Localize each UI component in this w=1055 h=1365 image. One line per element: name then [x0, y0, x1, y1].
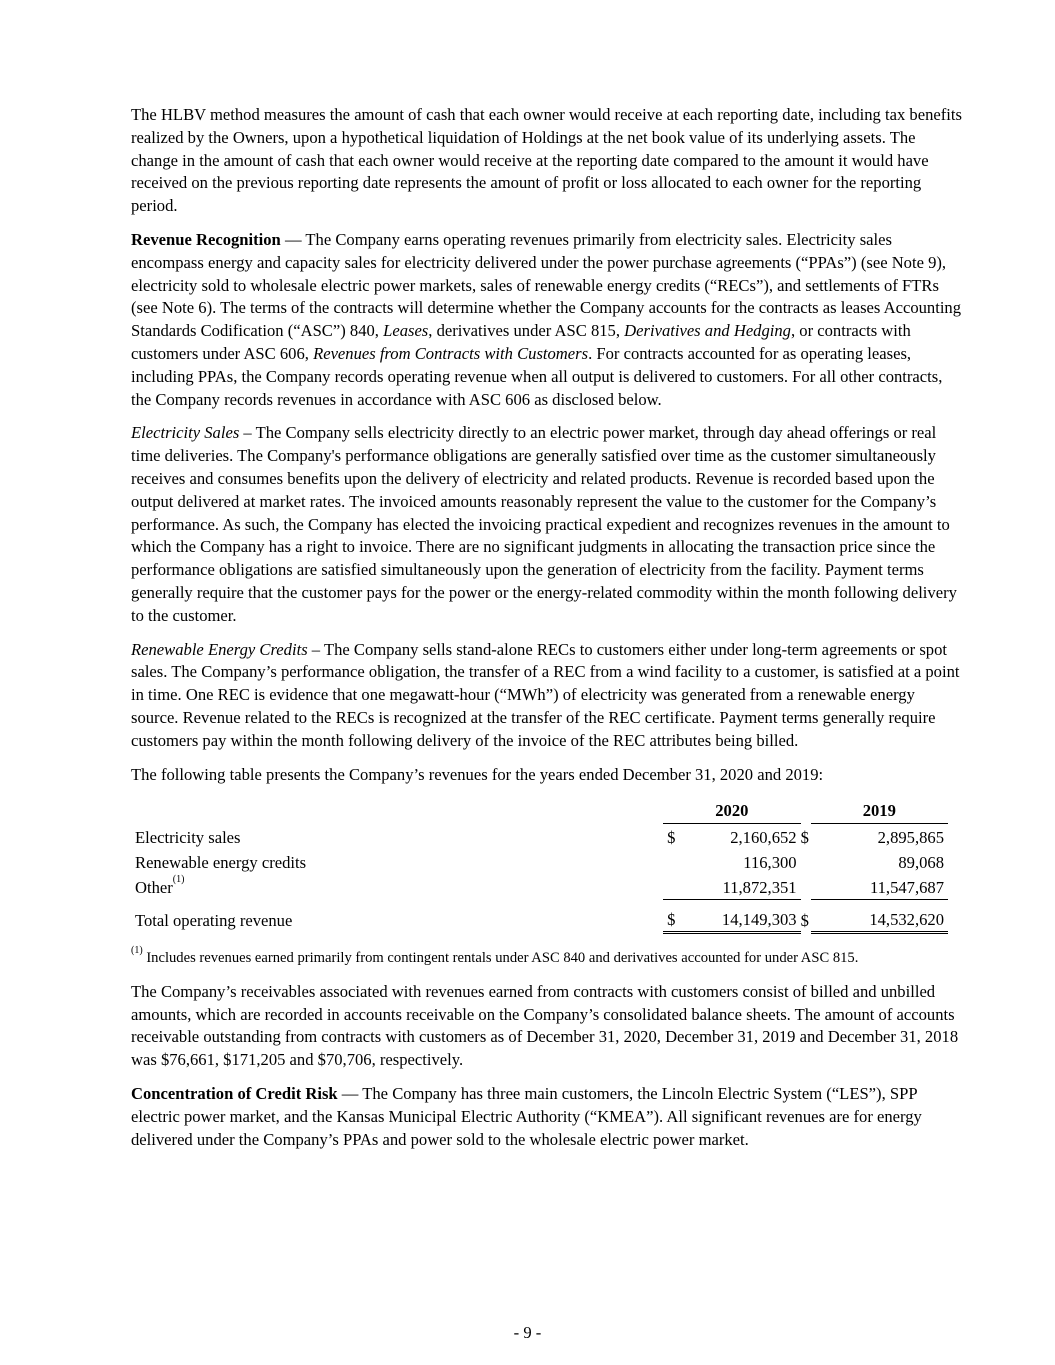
- recs-heading: Renewable Energy Credits: [131, 639, 308, 659]
- recs-paragraph: Renewable Energy Credits – The Company sells stand-alone RECs to customers either under long-term agreements or spot sales. The Company’s performance obligation, the transfer of a REC from a wind facility to a customer, is satisfied at a point in time. One REC is evidence that one megawatt-hour (“MWh”) of electricity was generated from a renewable energy source. Revenue related to the RECs is recognized at the transfer of the REC certificate. Payment terms generally require customers pay within the month following delivery of the invoice of the REC attributes being billed.: [131, 639, 960, 750]
- footnote-marker: (1): [172, 874, 185, 886]
- revenue-recognition-paragraph: Revenue Recognition — The Company earns operating revenues primarily from electricity sales. Electricity sales encompass energy and capacity sales for electricity delivered under the power purchase agreements (“PPAs”) (see Note 9), electricity sold to wholesale electric power markets, sales of renewable energy credits (“RECs”), and settlements of FTRs (see Note 6). The terms of the contracts will determine whether the Company accounts for the contracts as leases Accounting Standards Codification (“ASC”) 840, Leases, derivatives under ASC 815, Derivatives and Hedging, or contracts with customers under ASC 606, Revenues from Contracts with Customers. For contracts accounted for as operating leases, including PPAs, the Company records operating revenue when all output is delivered to customers. For all other contracts, the Company records revenues in accordance with ASC 606 as disclosed below.: [131, 229, 962, 409]
- table-total-row: Total operating revenue $ 14,149,303 $ 14,532,620: [133, 899, 948, 932]
- table-row: Other$^{(1)}$ 11,872,351 11,547,687: [133, 874, 948, 900]
- revenue-table: [133, 798, 948, 934]
- credit-risk-heading: Concentration of Credit Risk: [131, 1084, 338, 1103]
- credit-risk-paragraph: Concentration of Credit Risk — The Company has three main customers, the Lincoln Electric System (“LES”), SPP electric power market, and the Kansas Municipal Electric Authority (“KMEA”). All significant revenues are for energy delivered under the Company’s PPAs and power sold to the wholesale electric power market.: [131, 1084, 922, 1149]
- electricity-sales-heading: Electricity Sales: [131, 423, 240, 443]
- page-number: - 9 -: [513, 1323, 542, 1342]
- table-row: Electricity sales $ 2,160,652 $ 2,895,865: [135, 827, 944, 847]
- header-2019: 2019: [811, 798, 948, 823]
- table-header-row: [133, 798, 948, 823]
- table-row: Renewable energy credits 116,300 89,068: [135, 852, 944, 872]
- table-footnote: $^{(1)}$ Includes revenues earned primarily from contingent rentals under ASC 840 and derivatives accounted for under ASC 815.: [131, 944, 859, 966]
- table-intro: The following table presents the Company’s revenues for the years ended December 31, 2020 and 2019:: [131, 764, 824, 784]
- header-2020: 2020: [663, 798, 800, 823]
- document-body: [131, 104, 963, 1162]
- receivables-paragraph: The Company’s receivables associated with revenues earned from contracts with customers consist of billed and unbilled amounts, which are recorded in accounts receivable on the Company’s consolidated balance sheets. The amount of accounts receivable outstanding from contracts with customers as of December 31, 2020, December 31, 2019 and December 31, 2018 was $76,661, $171,205 and $70,706, respectively.: [131, 981, 959, 1070]
- revenue-recognition-heading: Revenue Recognition: [131, 229, 281, 249]
- electricity-sales-paragraph: Electricity Sales – The Company sells electricity directly to an electric power market, through day ahead offerings or real time deliveries. The Company's performance obligations are generally satisfied over time as the customer simultaneously receives and consumes benefits upon the delivery of electricity and related products. Revenue is recorded based upon the output delivered at market rates. The invoiced amounts reasonably represent the value to the customer for the Company’s performance. As such, the Company has elected the invoicing practical expedient and recognizes revenues in the amount to which the Company has a right to invoice. There are no significant judgments in allocating the transaction price since the performance obligations are satisfied simultaneously upon the generation of electricity from the facility. Payment terms generally require that the customer pays for the power or the energy-related commodity within the month following delivery to the customer.: [131, 423, 957, 625]
- hlbv-paragraph: The HLBV method measures the amount of cash that each owner would receive at each reporting date, including tax benefits realized by the Owners, upon a hypothetical liquidation of Holdings at the net book value of its underlying assets. The change in the amount of cash that each owner would receive at the reporting date compared to the amount it would have received on the previous reporting date represents the amount of profit or loss allocated to each owner for the reporting period.: [131, 105, 962, 216]
